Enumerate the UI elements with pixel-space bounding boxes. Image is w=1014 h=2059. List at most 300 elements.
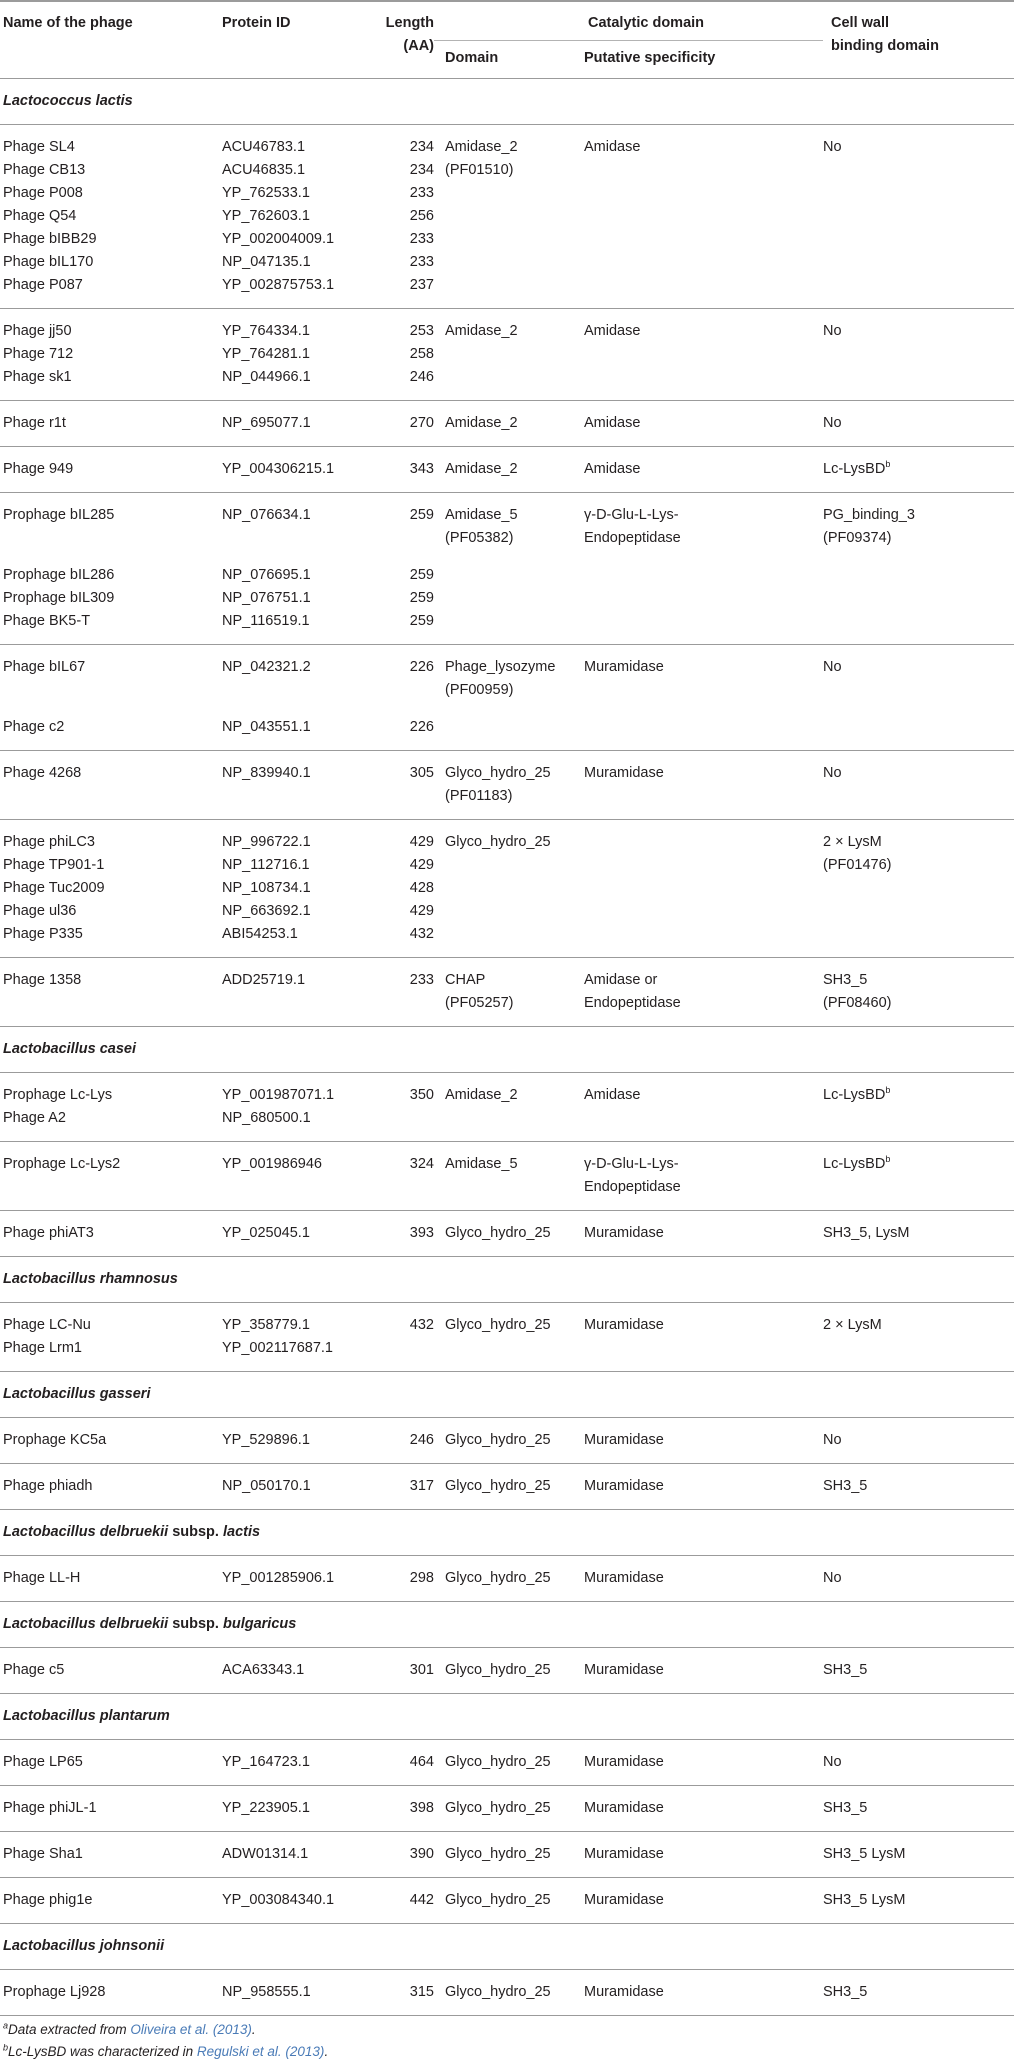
cell-wall-binding-cell bbox=[823, 702, 1014, 751]
specificity-cell: Amidase or Endopeptidase bbox=[584, 958, 823, 1027]
table-row bbox=[0, 1073, 1014, 1108]
cell-wall-binding-cell: SH3_5 (PF08460) bbox=[823, 958, 1014, 1027]
table-row bbox=[0, 182, 1014, 205]
protein-id-cell: NP_108734.1 bbox=[222, 880, 311, 896]
table-row bbox=[0, 447, 1014, 493]
specificity-cell bbox=[584, 366, 823, 401]
table-row bbox=[0, 1142, 1014, 1211]
protein-id-cell: YP_001986946 bbox=[218, 1142, 368, 1211]
length-cell: 442 bbox=[368, 1878, 434, 1924]
phage-name-cell: Phage sk1 bbox=[0, 366, 218, 401]
phage-name-cell: Phage LL-H bbox=[0, 1556, 218, 1602]
specificity-cell bbox=[584, 1107, 823, 1142]
species-heading: Lactobacillus johnsonii bbox=[0, 1924, 1014, 1970]
phage-name-cell: Phage BK5-T bbox=[0, 610, 218, 645]
cell-wall-binding-cell: Lc-LysBD$^b$ bbox=[823, 1085, 891, 1103]
specificity-cell: Muramidase bbox=[584, 1317, 664, 1333]
protein-id-cell: YP_764334.1 bbox=[222, 323, 310, 339]
cell-wall-binding-cell: SH3_5 bbox=[823, 1648, 1014, 1694]
cell-wall-binding-cell bbox=[823, 274, 1014, 309]
phage-name-cell: Prophage Lc-Lys bbox=[3, 1087, 113, 1103]
table-row bbox=[0, 274, 1014, 309]
specificity-cell bbox=[584, 251, 823, 274]
cell-wall-binding-cell bbox=[823, 923, 1014, 958]
phage-name-cell: Phage Tuc2009 bbox=[3, 880, 105, 896]
domain-cell: Glyco_hydro_25 bbox=[434, 1556, 584, 1602]
domain-cell: Glyco_hydro_25 bbox=[434, 1970, 584, 2016]
domain-cell bbox=[434, 587, 584, 610]
cell-wall-binding-cell: PG_binding_3 (PF09374) bbox=[823, 507, 915, 546]
phage-name-cell: Prophage KC5a bbox=[0, 1418, 218, 1464]
specificity-cell: Muramidase bbox=[584, 1970, 823, 2016]
phage-name-cell: Phage phiAT3 bbox=[0, 1211, 218, 1257]
specificity-cell: Muramidase bbox=[584, 751, 823, 820]
length-cell: 226 bbox=[368, 702, 434, 751]
specificity-cell: Muramidase bbox=[584, 1648, 823, 1694]
phage-name-cell: Prophage bIL285 bbox=[3, 507, 115, 523]
length-cell: 305 bbox=[368, 751, 434, 820]
cell-wall-binding-cell bbox=[823, 587, 1014, 610]
protein-id-cell: NP_116519.1 bbox=[218, 610, 368, 645]
domain-cell: Glyco_hydro_25 bbox=[445, 834, 551, 850]
protein-id-cell: YP_004306215.1 bbox=[218, 447, 368, 493]
specificity-cell bbox=[584, 877, 823, 900]
header-length: Length (AA) bbox=[368, 1, 434, 78]
domain-cell bbox=[434, 251, 584, 274]
table-row bbox=[0, 1878, 1014, 1924]
phage-name-cell: Phage phig1e bbox=[0, 1878, 218, 1924]
cell-wall-binding-cell bbox=[823, 228, 1014, 251]
length-cell: 246 bbox=[368, 1418, 434, 1464]
specificity-cell bbox=[584, 343, 823, 366]
table-row bbox=[0, 1970, 1014, 2016]
protein-id-cell: NP_076751.1 bbox=[222, 590, 311, 606]
specificity-cell: Muramidase bbox=[584, 1556, 823, 1602]
footnote-a: $^a$Data extracted from Oliveira et al. (2013). bbox=[3, 2020, 256, 2037]
specificity-cell: Amidase bbox=[584, 139, 641, 155]
table-row bbox=[0, 587, 1014, 610]
table-row bbox=[0, 251, 1014, 274]
phage-name-cell: Phage SL4 bbox=[3, 139, 75, 155]
length-cell: 390 bbox=[368, 1832, 434, 1878]
length-cell: 259 bbox=[409, 507, 434, 523]
protein-id-cell: YP_762533.1 bbox=[222, 185, 310, 201]
domain-cell bbox=[434, 550, 584, 587]
citation-link[interactable]: Regulski et al. (2013) bbox=[196, 2044, 325, 2059]
protein-id-cell: YP_002875753.1 bbox=[218, 274, 368, 309]
cell-wall-binding-cell bbox=[823, 366, 1014, 401]
domain-cell: Glyco_hydro_25 bbox=[434, 1878, 584, 1924]
domain-cell: Glyco_hydro_25 (PF01183) bbox=[434, 751, 584, 820]
table-row bbox=[0, 958, 1014, 1027]
footnote-b: $^b$Lc-LysBD was characterized in Regulski et al. (2013). bbox=[3, 2042, 329, 2059]
length-cell: 259 bbox=[409, 567, 434, 583]
table-row bbox=[0, 205, 1014, 228]
table-body bbox=[0, 79, 1014, 2016]
specificity-cell: Muramidase bbox=[584, 1832, 823, 1878]
table-row bbox=[0, 1648, 1014, 1694]
phage-name-cell: Phage Lrm1 bbox=[0, 1337, 218, 1372]
cell-wall-binding-cell: SH3_5 LysM bbox=[823, 1832, 1014, 1878]
phage-name-cell: Prophage Lj928 bbox=[0, 1970, 218, 2016]
specificity-cell: Muramidase bbox=[584, 1786, 823, 1832]
protein-id-cell: NP_047135.1 bbox=[222, 254, 311, 270]
protein-id-cell: YP_358779.1 bbox=[222, 1317, 310, 1333]
specificity-cell bbox=[584, 610, 823, 645]
phage-name-cell: Phage P008 bbox=[3, 185, 83, 201]
domain-cell: Glyco_hydro_25 bbox=[434, 1211, 584, 1257]
phage-name-cell: Prophage bIL286 bbox=[3, 567, 115, 583]
specificity-cell bbox=[584, 1337, 823, 1372]
citation-link[interactable]: Oliveira et al. (2013) bbox=[130, 2022, 252, 2037]
domain-cell bbox=[434, 182, 584, 205]
table-row bbox=[0, 366, 1014, 401]
cell-wall-binding-cell bbox=[823, 159, 1014, 182]
species-heading: Lactobacillus plantarum bbox=[0, 1694, 1014, 1740]
length-cell: 428 bbox=[409, 880, 434, 896]
protein-id-cell: NP_050170.1 bbox=[218, 1464, 368, 1510]
header-catalytic-domain: Catalytic domain bbox=[434, 1, 823, 41]
domain-cell bbox=[434, 610, 584, 645]
length-cell: 233 bbox=[409, 254, 434, 270]
domain-cell: Glyco_hydro_25 bbox=[434, 1418, 584, 1464]
header-protein-id: Protein ID bbox=[218, 1, 368, 78]
domain-cell: Glyco_hydro_25 bbox=[434, 1786, 584, 1832]
species-heading: Lactobacillus delbruekii subsp. bulgaricus bbox=[0, 1602, 1014, 1648]
phage-name-cell: Phage TP901-1 bbox=[3, 857, 105, 873]
length-cell: 259 bbox=[368, 610, 434, 645]
phage-name-cell: Phage 949 bbox=[0, 447, 218, 493]
length-cell: 315 bbox=[368, 1970, 434, 2016]
length-cell: 432 bbox=[409, 1317, 434, 1333]
specificity-cell bbox=[584, 900, 823, 923]
specificity-cell bbox=[584, 854, 823, 877]
cell-wall-binding-cell: No bbox=[823, 139, 842, 155]
protein-id-cell: NP_996722.1 bbox=[222, 834, 311, 850]
length-cell: 258 bbox=[409, 346, 434, 362]
protein-id-cell: NP_043551.1 bbox=[218, 702, 368, 751]
domain-cell: Amidase_5 (PF05382) bbox=[445, 507, 518, 546]
table-row bbox=[0, 1740, 1014, 1786]
specificity-cell: Muramidase bbox=[584, 1211, 823, 1257]
specificity-cell: γ-D-Glu-L-Lys- Endopeptidase bbox=[584, 1142, 823, 1211]
phage-name-cell: Phage LP65 bbox=[0, 1740, 218, 1786]
domain-cell bbox=[434, 205, 584, 228]
table-row bbox=[0, 900, 1014, 923]
domain-cell bbox=[434, 854, 584, 877]
phage-name-cell: Phage Q54 bbox=[3, 208, 77, 224]
length-cell: 253 bbox=[409, 323, 434, 339]
domain-cell bbox=[434, 900, 584, 923]
header-name: Name of the phage bbox=[0, 1, 218, 78]
specificity-cell bbox=[584, 228, 823, 251]
phage-name-cell: Prophage Lc-Lys2 bbox=[0, 1142, 218, 1211]
length-cell: 233 bbox=[409, 231, 434, 247]
phage-name-cell: Phage ul36 bbox=[3, 903, 77, 919]
length-cell bbox=[368, 1337, 434, 1372]
length-cell: 301 bbox=[368, 1648, 434, 1694]
length-cell: 350 bbox=[409, 1087, 434, 1103]
domain-cell bbox=[434, 274, 584, 309]
protein-id-cell: ADW01314.1 bbox=[218, 1832, 368, 1878]
cell-wall-binding-cell: (PF01476) bbox=[823, 857, 892, 873]
protein-id-cell: YP_001987071.1 bbox=[222, 1087, 335, 1103]
specificity-cell: Amidase bbox=[584, 1087, 641, 1103]
protein-id-cell: ABI54253.1 bbox=[218, 923, 368, 958]
cell-wall-binding-cell bbox=[823, 550, 1014, 587]
specificity-cell: Muramidase bbox=[584, 659, 664, 675]
length-cell: 393 bbox=[368, 1211, 434, 1257]
protein-id-cell: NP_663692.1 bbox=[222, 903, 311, 919]
cell-wall-binding-cell: No bbox=[823, 751, 1014, 820]
length-cell: 464 bbox=[368, 1740, 434, 1786]
specificity-cell: Muramidase bbox=[584, 1418, 823, 1464]
table-row bbox=[0, 1211, 1014, 1257]
specificity-cell: Muramidase bbox=[584, 1464, 823, 1510]
cell-wall-binding-cell bbox=[823, 205, 1014, 228]
domain-cell: Glyco_hydro_25 bbox=[434, 1464, 584, 1510]
protein-id-cell: ADD25719.1 bbox=[218, 958, 368, 1027]
cell-wall-binding-cell: SH3_5 bbox=[823, 1786, 1014, 1832]
domain-cell: Glyco_hydro_25 bbox=[434, 1648, 584, 1694]
protein-id-cell: YP_002117687.1 bbox=[218, 1337, 368, 1372]
length-cell: 298 bbox=[368, 1556, 434, 1602]
phage-name-cell: Phage phiadh bbox=[0, 1464, 218, 1510]
cell-wall-binding-cell: Lc-LysBD$^b$ bbox=[823, 447, 1014, 493]
protein-id-cell: NP_112716.1 bbox=[222, 857, 310, 873]
table-row bbox=[0, 1107, 1014, 1142]
phage-name-cell: Phage 4268 bbox=[0, 751, 218, 820]
specificity-cell: Muramidase bbox=[584, 1878, 823, 1924]
specificity-cell: Muramidase bbox=[584, 1740, 823, 1786]
specificity-cell bbox=[584, 820, 823, 855]
specificity-cell bbox=[584, 587, 823, 610]
protein-id-cell: NP_042321.2 bbox=[222, 659, 311, 675]
specificity-cell bbox=[584, 274, 823, 309]
species-heading: Lactobacillus casei bbox=[0, 1027, 1014, 1073]
domain-cell: Glyco_hydro_25 bbox=[434, 1740, 584, 1786]
table-row bbox=[0, 1337, 1014, 1372]
specificity-cell bbox=[584, 159, 823, 182]
table-row bbox=[0, 820, 1014, 855]
length-cell: 237 bbox=[368, 274, 434, 309]
specificity-cell bbox=[584, 205, 823, 228]
protein-id-cell: NP_680500.1 bbox=[218, 1107, 368, 1142]
length-cell: 429 bbox=[409, 903, 434, 919]
domain-cell: Amidase_2 bbox=[445, 1087, 518, 1103]
phage-name-cell: Phage P335 bbox=[0, 923, 218, 958]
protein-id-cell: YP_002004009.1 bbox=[222, 231, 335, 247]
protein-id-cell: YP_762603.1 bbox=[222, 208, 310, 224]
cell-wall-binding-cell: No bbox=[823, 1418, 1014, 1464]
phage-name-cell: Phage bIL67 bbox=[3, 659, 86, 675]
table-row bbox=[0, 401, 1014, 447]
cell-wall-binding-cell: No bbox=[823, 1740, 1014, 1786]
phage-name-cell: Phage 1358 bbox=[0, 958, 218, 1027]
domain-cell: Amidase_2 bbox=[445, 139, 518, 155]
table-row bbox=[0, 550, 1014, 587]
domain-cell bbox=[434, 366, 584, 401]
table-row bbox=[0, 1303, 1014, 1338]
phage-name-cell: Phage c5 bbox=[0, 1648, 218, 1694]
table-row bbox=[0, 159, 1014, 182]
length-cell: 233 bbox=[368, 958, 434, 1027]
header-domain: Domain bbox=[445, 50, 499, 66]
table-row bbox=[0, 343, 1014, 366]
length-cell: 259 bbox=[409, 590, 434, 606]
protein-id-cell: NP_076634.1 bbox=[222, 507, 311, 523]
specificity-cell bbox=[584, 550, 823, 587]
length-cell: 226 bbox=[409, 659, 434, 675]
protein-id-cell: YP_764281.1 bbox=[222, 346, 310, 362]
domain-cell bbox=[434, 228, 584, 251]
phage-name-cell: Phage A2 bbox=[0, 1107, 218, 1142]
table-row bbox=[0, 1832, 1014, 1878]
table-row bbox=[0, 125, 1014, 160]
specificity-cell: Amidase bbox=[584, 447, 823, 493]
length-cell: 246 bbox=[368, 366, 434, 401]
domain-cell: Glyco_hydro_25 bbox=[445, 1317, 551, 1333]
cell-wall-binding-cell bbox=[823, 343, 1014, 366]
specificity-cell: Amidase bbox=[584, 323, 641, 339]
protein-id-cell: YP_001285906.1 bbox=[218, 1556, 368, 1602]
table-row bbox=[0, 1464, 1014, 1510]
table-row bbox=[0, 877, 1014, 900]
table-row bbox=[0, 1556, 1014, 1602]
domain-cell bbox=[434, 702, 584, 751]
table-row bbox=[0, 610, 1014, 645]
protein-id-cell: ACU46835.1 bbox=[222, 162, 306, 178]
table-row bbox=[0, 493, 1014, 551]
phage-name-cell: Phage jj50 bbox=[3, 323, 72, 339]
cell-wall-binding-cell: No bbox=[823, 323, 842, 339]
length-cell: 432 bbox=[368, 923, 434, 958]
protein-id-cell: NP_044966.1 bbox=[218, 366, 368, 401]
domain-cell: Amidase_5 bbox=[434, 1142, 584, 1211]
protein-id-cell: YP_003084340.1 bbox=[218, 1878, 368, 1924]
cell-wall-binding-cell: No bbox=[823, 1556, 1014, 1602]
species-heading: Lactococcus lactis bbox=[0, 79, 1014, 125]
length-cell: 398 bbox=[368, 1786, 434, 1832]
cell-wall-binding-cell: 2 × LysM bbox=[823, 1317, 882, 1333]
length-cell: 317 bbox=[368, 1464, 434, 1510]
protein-id-cell: NP_695077.1 bbox=[218, 401, 368, 447]
table-row bbox=[0, 228, 1014, 251]
cell-wall-binding-cell: SH3_5 LysM bbox=[823, 1878, 1014, 1924]
cell-wall-binding-cell: 2 × LysM bbox=[823, 834, 882, 850]
specificity-cell: Amidase bbox=[584, 401, 823, 447]
phage-name-cell: Phage CB13 bbox=[3, 162, 86, 178]
cell-wall-binding-cell: SH3_5, LysM bbox=[823, 1211, 1014, 1257]
length-cell: 234 bbox=[409, 139, 434, 155]
header-specificity: Putative specificity bbox=[584, 50, 716, 66]
domain-cell bbox=[434, 1107, 584, 1142]
protein-id-cell: YP_529896.1 bbox=[218, 1418, 368, 1464]
protein-id-cell: YP_223905.1 bbox=[218, 1786, 368, 1832]
species-heading: Lactobacillus rhamnosus bbox=[0, 1257, 1014, 1303]
phage-name-cell: Phage c2 bbox=[0, 702, 218, 751]
domain-cell: Amidase_2 bbox=[445, 323, 518, 339]
table-row bbox=[0, 854, 1014, 877]
protein-id-cell: ACU46783.1 bbox=[222, 139, 306, 155]
domain-cell: CHAP (PF05257) bbox=[434, 958, 584, 1027]
table-row bbox=[0, 645, 1014, 703]
length-cell: 429 bbox=[409, 834, 434, 850]
cell-wall-binding-cell: No bbox=[823, 401, 1014, 447]
species-heading: Lactobacillus gasseri bbox=[0, 1372, 1014, 1418]
phage-name-cell: Phage r1t bbox=[0, 401, 218, 447]
length-cell: 233 bbox=[409, 185, 434, 201]
table-row bbox=[0, 923, 1014, 958]
domain-cell bbox=[434, 1337, 584, 1372]
domain-cell: (PF01510) bbox=[445, 162, 514, 178]
phage-name-cell: Phage Sha1 bbox=[0, 1832, 218, 1878]
cell-wall-binding-cell bbox=[823, 251, 1014, 274]
cell-wall-binding-cell: SH3_5 bbox=[823, 1464, 1014, 1510]
length-cell: 429 bbox=[409, 857, 434, 873]
table-row bbox=[0, 751, 1014, 820]
phage-name-cell: Phage bIBB29 bbox=[3, 231, 97, 247]
protein-id-cell: YP_164723.1 bbox=[218, 1740, 368, 1786]
length-cell: 234 bbox=[409, 162, 434, 178]
domain-cell bbox=[434, 877, 584, 900]
length-cell: 324 bbox=[368, 1142, 434, 1211]
cell-wall-binding-cell bbox=[823, 900, 1014, 923]
protein-id-cell: NP_839940.1 bbox=[218, 751, 368, 820]
domain-cell: Glyco_hydro_25 bbox=[434, 1832, 584, 1878]
phage-name-cell: Phage phiLC3 bbox=[3, 834, 95, 850]
protein-id-cell: NP_958555.1 bbox=[218, 1970, 368, 2016]
length-cell: 343 bbox=[368, 447, 434, 493]
protein-id-cell: NP_076695.1 bbox=[222, 567, 311, 583]
specificity-cell bbox=[584, 182, 823, 205]
cell-wall-binding-cell bbox=[823, 610, 1014, 645]
cell-wall-binding-cell bbox=[823, 1337, 1014, 1372]
species-heading: Lactobacillus delbruekii subsp. lactis bbox=[0, 1510, 1014, 1556]
protein-id-cell: ACA63343.1 bbox=[218, 1648, 368, 1694]
specificity-cell bbox=[584, 702, 823, 751]
cell-wall-binding-cell bbox=[823, 1107, 1014, 1142]
phage-name-cell: Phage bIL170 bbox=[3, 254, 94, 270]
length-cell bbox=[368, 1107, 434, 1142]
table-row bbox=[0, 309, 1014, 344]
domain-cell bbox=[434, 923, 584, 958]
length-cell: 270 bbox=[368, 401, 434, 447]
specificity-cell: γ-D-Glu-L-Lys- Endopeptidase bbox=[584, 507, 681, 546]
protein-id-cell: YP_025045.1 bbox=[218, 1211, 368, 1257]
header-cell-wall-binding: Cell wall binding domain bbox=[823, 1, 1014, 78]
phage-name-cell: Phage 712 bbox=[3, 346, 74, 362]
phage-name-cell: Phage LC-Nu bbox=[3, 1317, 91, 1333]
specificity-cell bbox=[584, 923, 823, 958]
table-row bbox=[0, 702, 1014, 751]
cell-wall-binding-cell bbox=[823, 182, 1014, 205]
phage-name-cell: Phage P087 bbox=[0, 274, 218, 309]
length-cell: 256 bbox=[409, 208, 434, 224]
cell-wall-binding-cell: SH3_5 bbox=[823, 1970, 1014, 2016]
domain-cell bbox=[434, 343, 584, 366]
domain-cell: Phage_lysozyme (PF00959) bbox=[445, 659, 556, 698]
table-row bbox=[0, 1418, 1014, 1464]
cell-wall-binding-cell: Lc-LysBD$^b$ bbox=[823, 1142, 1014, 1211]
phage-name-cell: Phage phiJL-1 bbox=[0, 1786, 218, 1832]
domain-cell: Amidase_2 bbox=[434, 447, 584, 493]
domain-cell: Amidase_2 bbox=[434, 401, 584, 447]
cell-wall-binding-cell: No bbox=[823, 659, 842, 675]
cell-wall-binding-cell bbox=[823, 877, 1014, 900]
phage-name-cell: Prophage bIL309 bbox=[3, 590, 115, 606]
table-row bbox=[0, 1786, 1014, 1832]
